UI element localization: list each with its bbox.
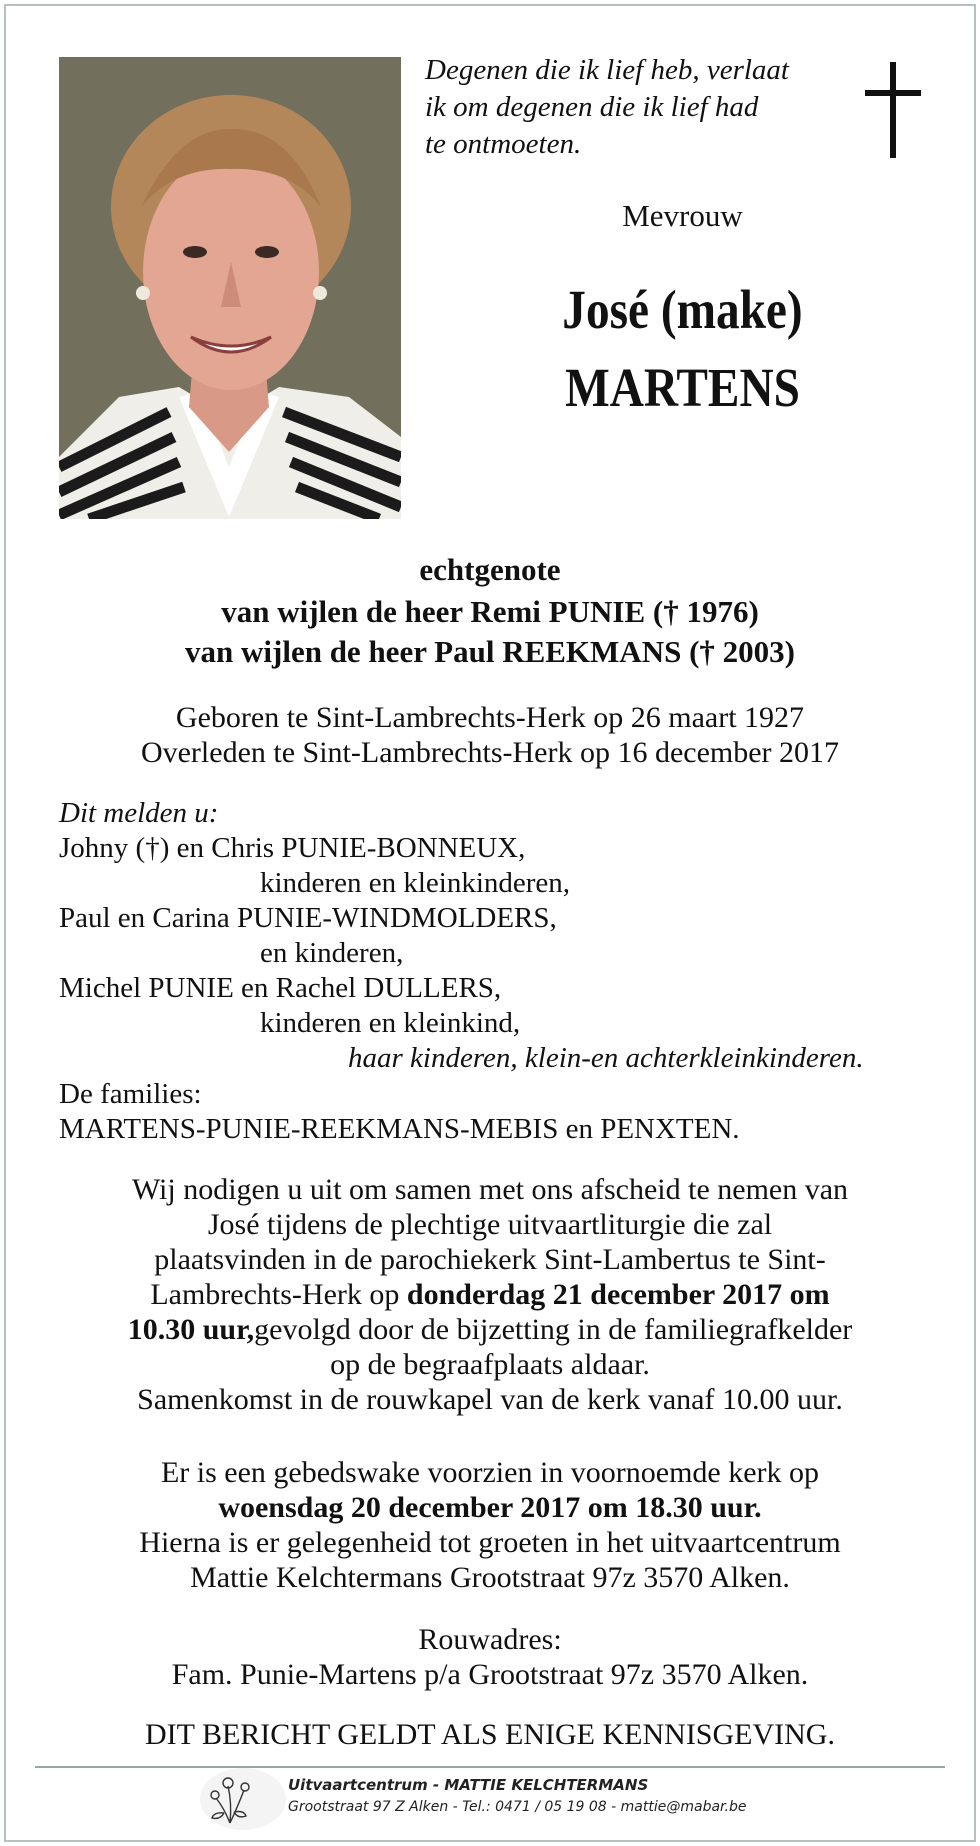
- funeral-line: plaatsvinden in de parochiekerk Sint-Lambertus te Sint-: [154, 1243, 826, 1276]
- wake-line: Hierna is er gelegenheid tot groeten in het uitvaartcentrum: [139, 1526, 841, 1559]
- portrait-photo: [59, 57, 401, 519]
- funeral-line: op de begraafplaats aldaar.: [330, 1348, 650, 1381]
- families-line: MARTENS-PUNIE-REEKMANS-MEBIS en PENXTEN.: [59, 1113, 740, 1145]
- funeral-date-line: [40, 1277, 940, 1312]
- quote-line: te ontmoeten.: [425, 128, 582, 160]
- footer-divider: [35, 1766, 945, 1768]
- spouse-line-1: van wijlen de heer Remi PUNIE († 1976): [221, 594, 759, 629]
- quote-line: ik om degenen die ik lief had: [425, 91, 759, 123]
- wake-date: woensdag 20 december 2017 om 18.30 uur.: [218, 1491, 762, 1524]
- announcer-line: kinderen en kleinkinderen,: [260, 867, 571, 899]
- funeral-time-line: [40, 1312, 940, 1347]
- families-label: De families:: [59, 1078, 202, 1110]
- mourning-address-label: Rouwadres:: [418, 1623, 562, 1656]
- quote-line: Degenen die ik lief heb, verlaat: [425, 54, 789, 86]
- announcer-line: kinderen en kleinkind,: [260, 1007, 521, 1039]
- funeral-date: donderdag 21 december 2017 om: [406, 1278, 830, 1311]
- deceased-surname: MARTENS: [565, 357, 800, 418]
- funeral-text: gevolgd door de bijzetting in de familiegrafkelder: [254, 1313, 853, 1346]
- announcer-line: en kinderen,: [260, 937, 404, 969]
- funeral-home-logo: [200, 1768, 286, 1830]
- spouse-role: echtgenote: [419, 552, 561, 587]
- salutation: Mevrouw: [622, 198, 743, 233]
- memorial-quote: [425, 52, 845, 163]
- announcer-line: Johny (†) en Chris PUNIE-BONNEUX,: [59, 832, 526, 864]
- announcer-line: Paul en Carina PUNIE-WINDMOLDERS,: [59, 902, 557, 934]
- mourning-address: Fam. Punie-Martens p/a Grootstraat 97z 3570 Alken.: [171, 1658, 809, 1691]
- death-line: Overleden te Sint-Lambrechts-Herk op 16 december 2017: [140, 736, 840, 769]
- spouse-line-2: van wijlen de heer Paul REEKMANS († 2003): [185, 634, 795, 669]
- funeral-line: Wij nodigen u uit om samen met ons afscheid te nemen van: [131, 1173, 849, 1206]
- wake-line: Er is een gebedswake voorzien in voornoemde kerk op: [160, 1456, 820, 1489]
- cross-icon: [865, 62, 921, 158]
- birth-line: Geboren te Sint-Lambrechts-Herk op 26 maart 1927: [175, 701, 805, 734]
- notice-line: DIT BERICHT GELDT ALS ENIGE KENNISGEVING.: [145, 1718, 835, 1751]
- funeral-line: José tijdens de plechtige uitvaartliturgie die zal: [207, 1208, 773, 1241]
- wake-line: Mattie Kelchtermans Grootstraat 97z 3570 Alken.: [190, 1561, 790, 1594]
- funeral-text: Lambrechts-Herk op: [150, 1278, 407, 1311]
- funeral-home-name: Uitvaartcentrum - MATTIE KELCHTERMANS: [288, 1776, 649, 1794]
- announcer-line: Michel PUNIE en Rachel DULLERS,: [59, 972, 502, 1004]
- announcers-intro: Dit melden u:: [59, 797, 219, 829]
- funeral-home-contact: Grootstraat 97 Z Alken - Tel.: 0471 / 05 19 08 - mattie@mabar.be: [288, 1799, 747, 1815]
- gathering-line: Samenkomst in de rouwkapel van de kerk vanaf 10.00 uur.: [137, 1383, 843, 1416]
- funeral-time: 10.30 uur,: [127, 1313, 255, 1346]
- deceased-first-name: José (make): [562, 279, 803, 340]
- grandchildren-line: haar kinderen, klein-en achterkleinkinderen.: [348, 1042, 864, 1074]
